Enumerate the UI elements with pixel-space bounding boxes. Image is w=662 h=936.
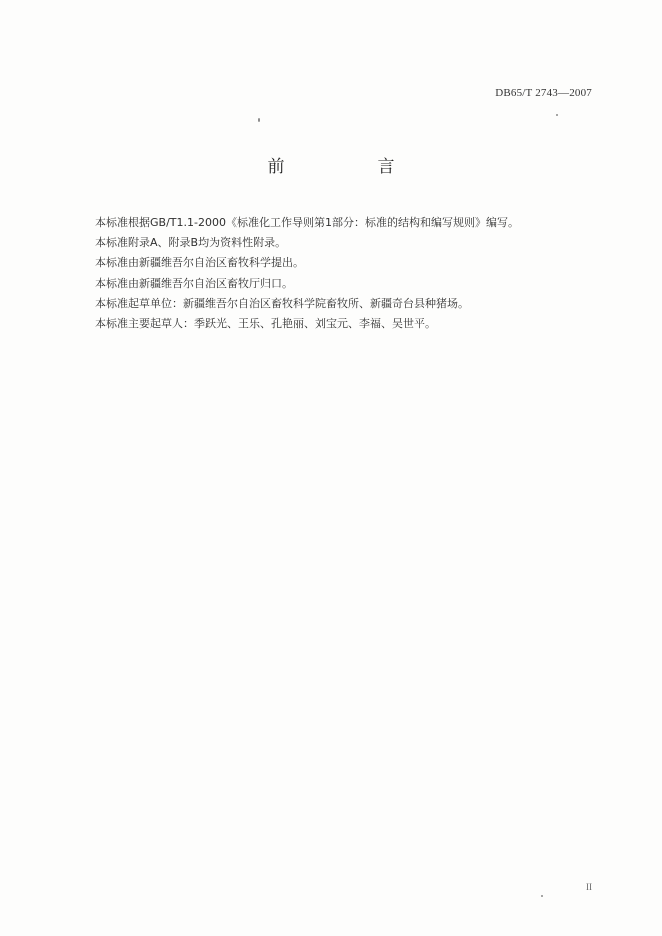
foreword-line: 本标准根据GB/T1.1-2000《标准化工作导则第1部分：标准的结构和编写规则》编写。 xyxy=(95,216,519,229)
page-title: 前 言 xyxy=(267,157,433,177)
page-number: II xyxy=(586,882,592,892)
foreword-line: 本标准主要起草人：季跃光、王乐、孔艳丽、刘宝元、李福、吴世平。 xyxy=(95,317,436,331)
scan-speck xyxy=(258,118,260,122)
foreword-line: 本标准由新疆维吾尔自治区畜牧厅归口。 xyxy=(95,276,293,290)
scan-speck xyxy=(541,895,543,897)
foreword-line: 本标准起草单位：新疆维吾尔自治区畜牧科学院畜牧所、新疆奇台县种猪场。 xyxy=(95,296,469,310)
standard-number: DB65/T 2743—2007 xyxy=(495,87,592,99)
foreword-body xyxy=(95,213,595,334)
foreword-line: 本标准由新疆维吾尔自治区畜牧科学提出。 xyxy=(95,256,304,270)
foreword-line: 本标准附录A、附录B均为资料性附录。 xyxy=(95,236,287,250)
scan-speck xyxy=(556,114,558,116)
